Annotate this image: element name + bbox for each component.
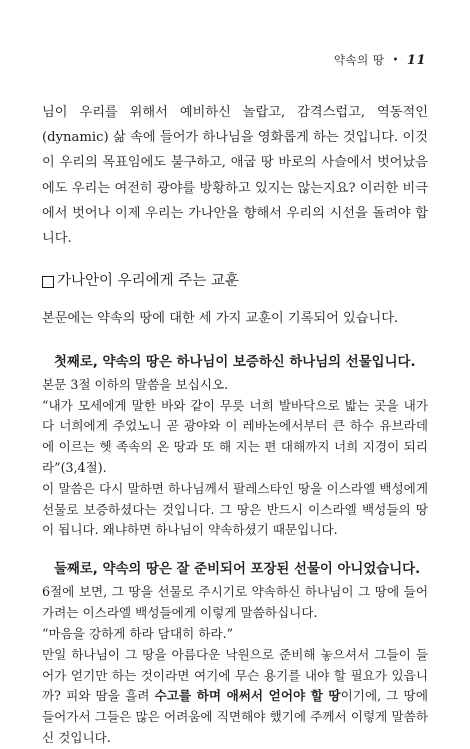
section-heading [42, 269, 428, 294]
running-title: 약속의 땅 [333, 53, 385, 67]
page-number: 11 [406, 52, 426, 68]
point1-body [42, 375, 428, 541]
point2-heading: 둘째로, 약속의 땅은 잘 준비되어 포장된 선물이 아니었습니다. [54, 562, 421, 578]
section-lead: 본문에는 약속의 땅에 대한 세 가지 교훈이 기록되어 있습니다. [42, 311, 399, 327]
point2-body [42, 582, 428, 748]
checkbox-icon [42, 276, 54, 288]
intro-paragraph: 님이 우리를 위해서 예비하신 놀랍고, 감격스럽고, 역동적인(dynamic) 삶 속에 들어가 하나님을 영화롭게 하는 것입니다. 이것이 우리의 목표임에도 불구하고, 애굽 땅 바로의 사슬에서 벗어났음에도 우리는 여전히 광야를 방황하고 있지는 않는지요? 이러한 비극에서 벗어나 이제 우리는 가나안을 향해서 우리의 시선을 돌려야 합니다. [42, 105, 428, 247]
point2-body-before: 6절에 보면, 그 땅을 선물로 주시기로 약속하신 하나님이 그 땅에 들어가려는 이스라엘 백성들에게 이렇게 말씀하십니다. “마음을 강하게 하라 담대히 하라.” 만일 하나님이 그 땅을 아름다운 낙원으로 준비해 놓으셔서 그들이 들어가 얻기만 하는 것이라면 여기에 무슨 용기를 내야 할 필요가 있읍니까? 피와 땀을 흘려 [42, 584, 428, 704]
point1-heading: 첫째로, 약속의 땅은 하나님이 보증하신 하나님의 선물입니다. [54, 354, 416, 370]
running-header [334, 52, 426, 68]
point2-body-after: 이기에, 그 땅에 들어가서 그들은 많은 어려움에 직면해야 했기에 주께서 이렇게 말씀하신 것입니다. [42, 688, 428, 745]
point1-body-text: 본문 3절 이하의 말씀을 보십시오. “내가 모세에게 말한 바와 같이 무릇 너희 발바닥으로 밟는 곳을 내가 다 너희에게 주었노니 곧 광야와 이 레바논에서부터 큰 하수 유브라데에 이르는 헷 족속의 온 땅과 또 해 지는 편 대해까지 너희 지경이 되리라”(3,4절). 이 말씀은 다시 말하면 하나님께서 팔레스타인 땅을 이스라엘 백성에게 선물로 보증하셨다는 것입니다. 그 땅은 반드시 이스라엘 백성들의 땅이 됩니다. 왜냐하면 하나님이 약속하셨기 때문입니다. [42, 376, 428, 538]
header-bullet: • [392, 54, 399, 66]
section-heading-text: 가나안이 우리에게 주는 교훈 [57, 273, 239, 290]
point2-body-bold: 수고를 하며 애써서 얻어야 할 땅 [154, 688, 341, 704]
page-body [42, 100, 428, 749]
